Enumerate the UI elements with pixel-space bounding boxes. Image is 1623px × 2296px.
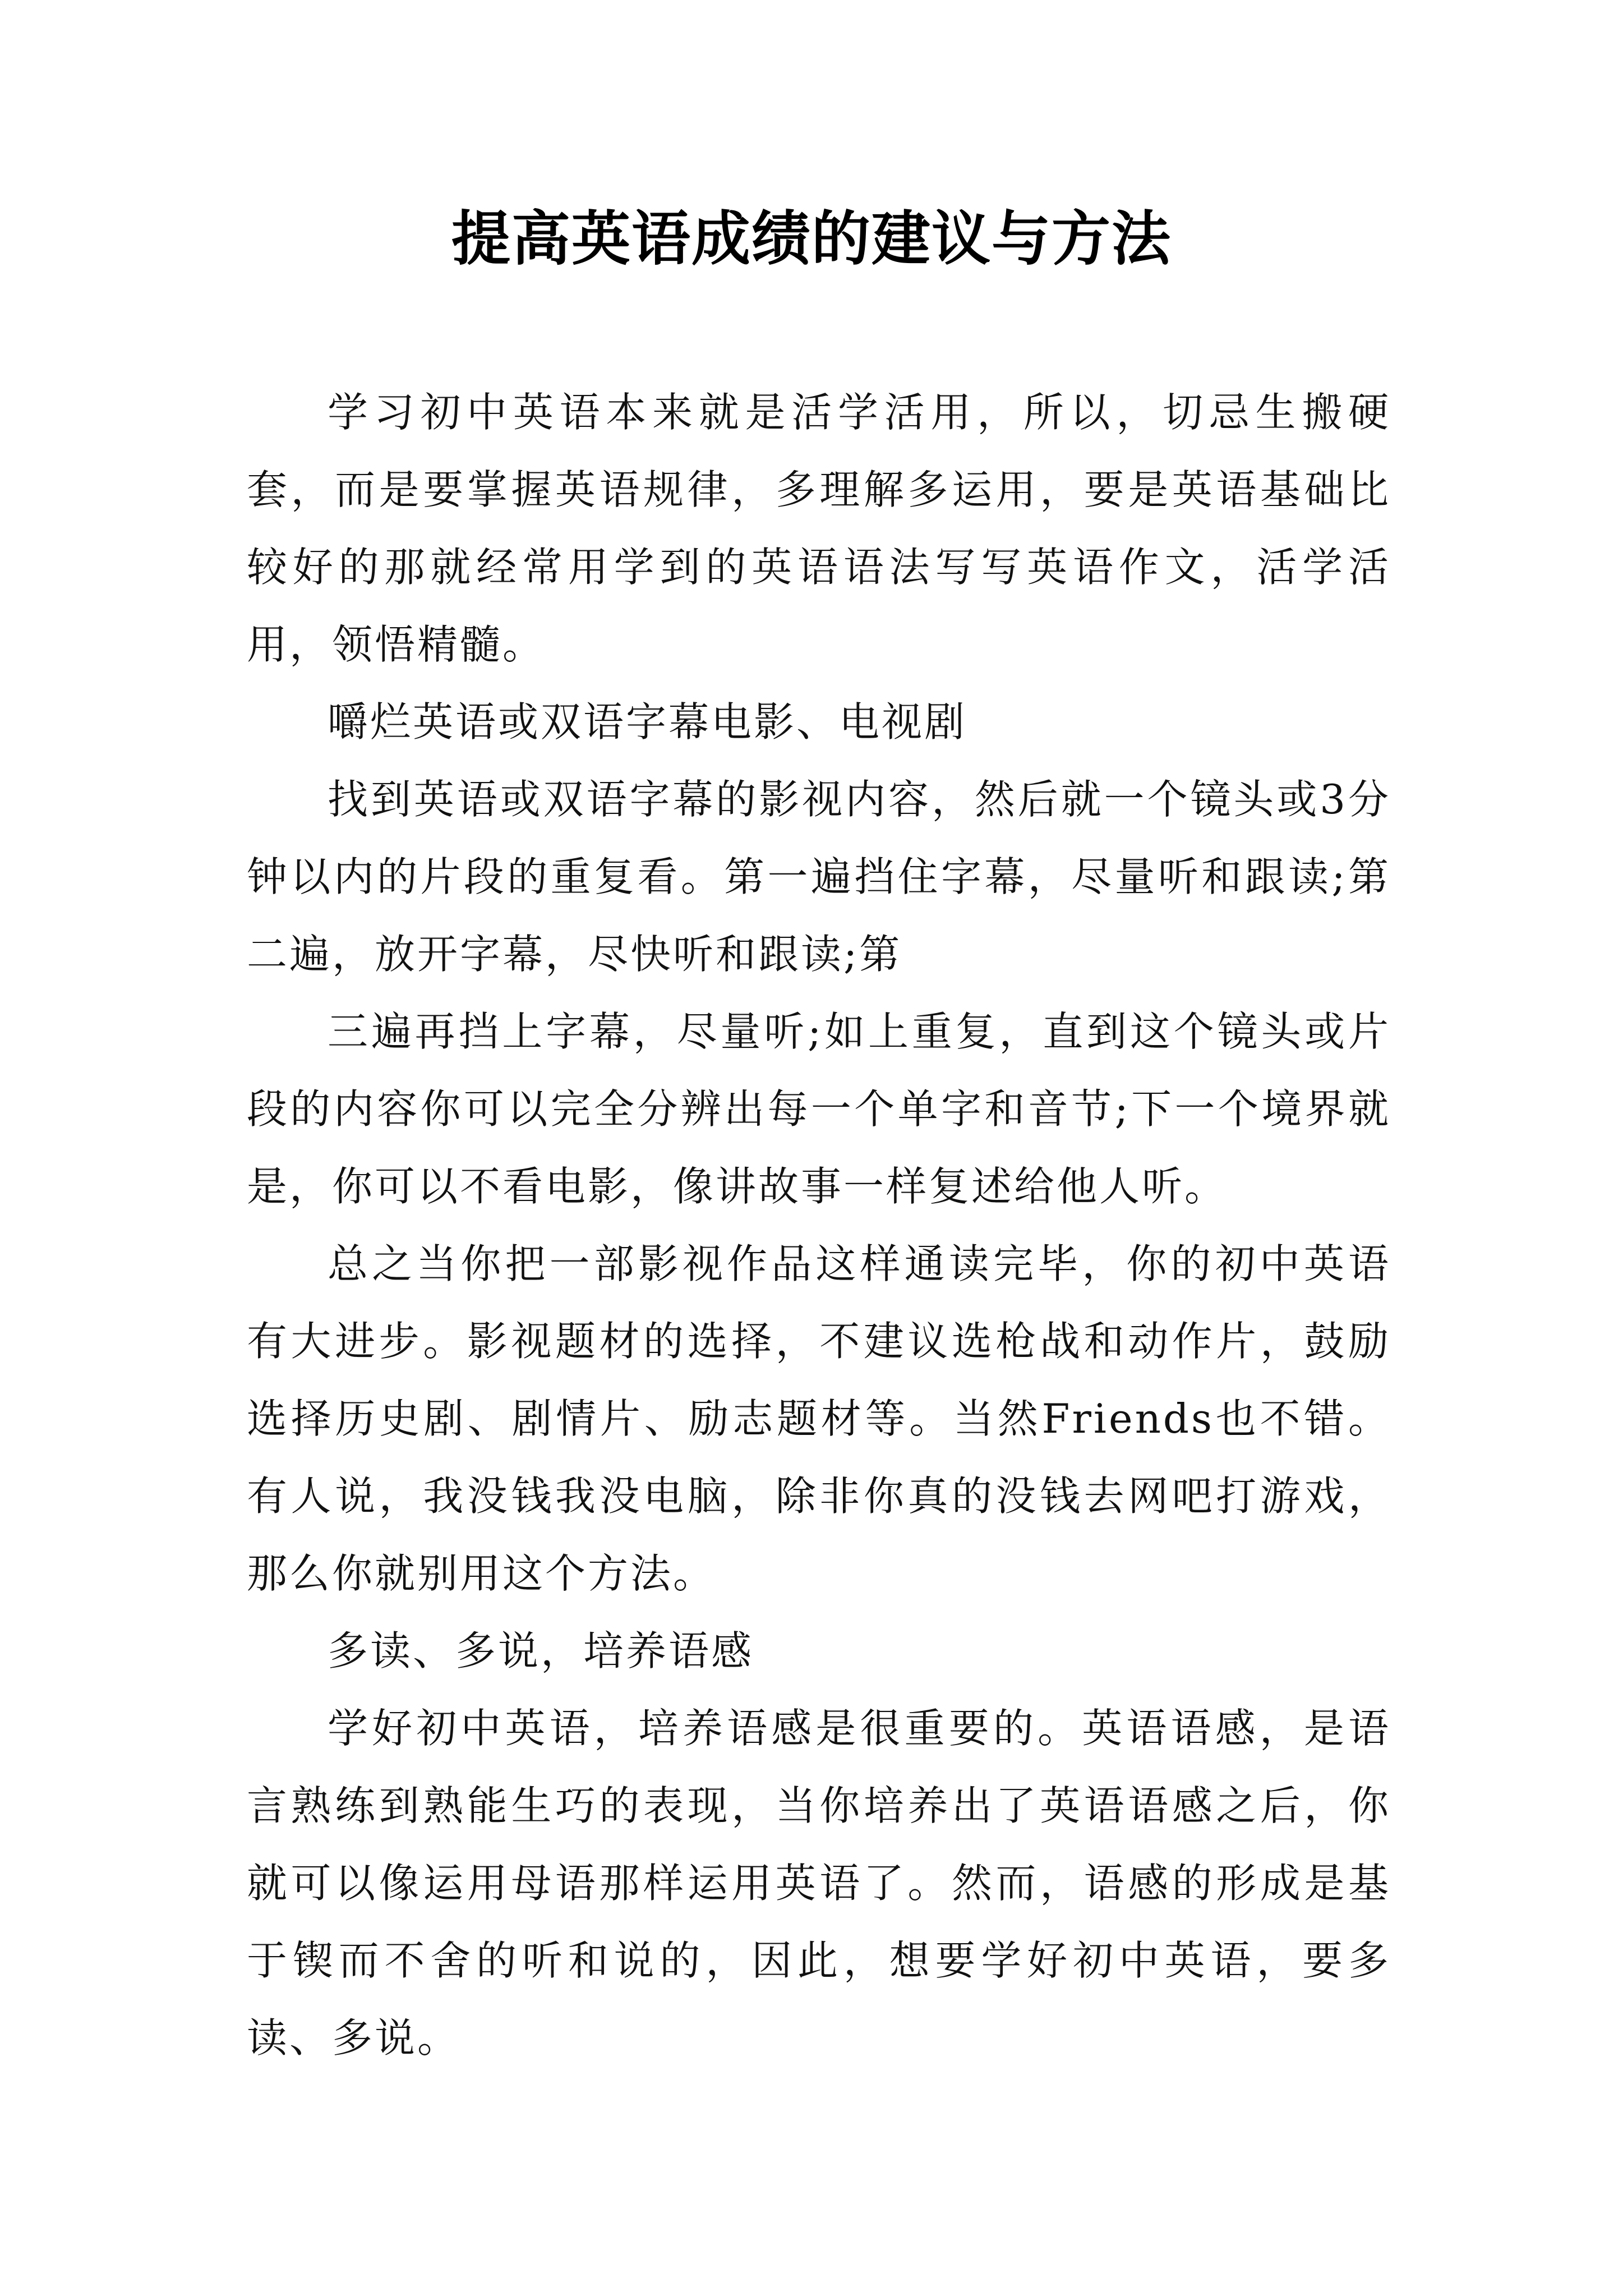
paragraph-method-steps: 找到英语或双语字幕的影视内容，然后就一个镜头或3分钟以内的片段的重复看。第一遍挡住字幕，尽量听和跟读;第二遍，放开字幕，尽快听和跟读;第 [247,776,1391,978]
document-title: 提高英语成绩的建议与方法 [451,204,1172,273]
document-body [247,374,1391,2077]
paragraph-heading-reading: 多读、多说，培养语感 [328,1627,754,1674]
paragraph-language-sense: 学好初中英语，培养语感是很重要的。英语语感，是语言熟练到熟能生巧的表现，当你培养出了英语语感之后，你就可以像运用母语那样运用英语了。然而，语感的形成是基于锲而不舍的听和说的，因此，想要学好初中英语，要多读、多说。 [247,1705,1391,2062]
paragraph-heading-movies: 嚼烂英语或双语字幕电影、电视剧 [328,698,967,746]
paragraph-summary: 总之当你把一部影视作品这样通读完毕，你的初中英语有大进步。影视题材的选择，不建议选枪战和动作片，鼓励选择历史剧、剧情片、励志题材等。当然Friends也不错。有人说，我没钱我没电脑，除非你真的没钱去网吧打游戏，那么你就别用这个方法。 [247,1240,1391,1597]
paragraph-intro: 学习初中英语本来就是活学活用，所以，切忌生搬硬套，而是要掌握英语规律，多理解多运用，要是英语基础比较好的那就经常用学到的英语语法写写英语作文，活学活用，领悟精髓。 [247,389,1391,668]
paragraph-method-continued: 三遍再挡上字幕，尽量听;如上重复，直到这个镜头或片段的内容你可以完全分辨出每一个单字和音节;下一个境界就是，你可以不看电影，像讲故事一样复述给他人听。 [247,1008,1391,1210]
